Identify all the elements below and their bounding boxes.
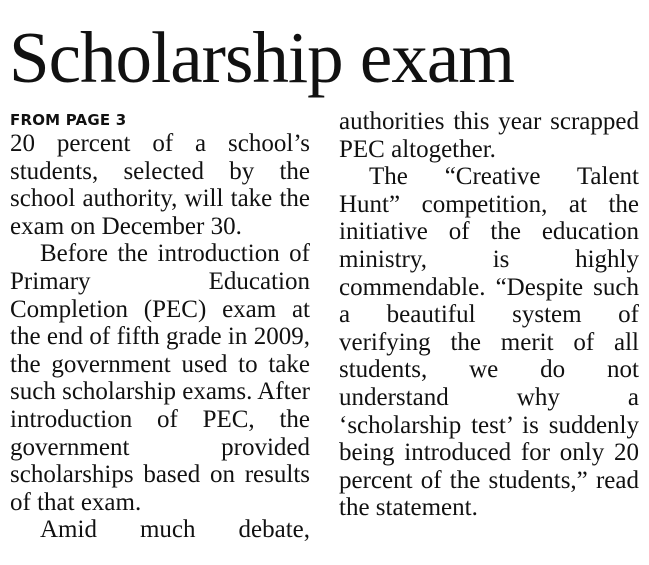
- article-paragraph: Before the introduction of Primary Education Completion (PEC) exam at the end of fifth grade in 2009, the government used to take such scholarship exams. After introduction of PEC, the government provided scholarships based on results of that exam.: [10, 240, 310, 516]
- article-column-left: [10, 108, 310, 544]
- article-headline: Scholarship exam: [9, 17, 515, 98]
- article-paragraph: 20 percent of a school’s students, selected by the school authority, will take the exam on December 30.: [10, 130, 310, 240]
- page-reference-kicker: FROM PAGE 3: [10, 111, 127, 129]
- article-paragraph: Amid much debate,: [40, 516, 310, 544]
- article-paragraph: The “Creative Talent Hunt” competition, at the initiative of the education ministry, is highly commendable. “Despite such a beautiful system of verifying the merit of all students, we do not understand why a ‘scholarship test’ is suddenly being introduced for only 20 percent of the students,” read the statement.: [339, 163, 639, 522]
- article-paragraph: authorities this year scrapped PEC altogether.: [339, 108, 639, 163]
- article-column-right: [339, 108, 639, 522]
